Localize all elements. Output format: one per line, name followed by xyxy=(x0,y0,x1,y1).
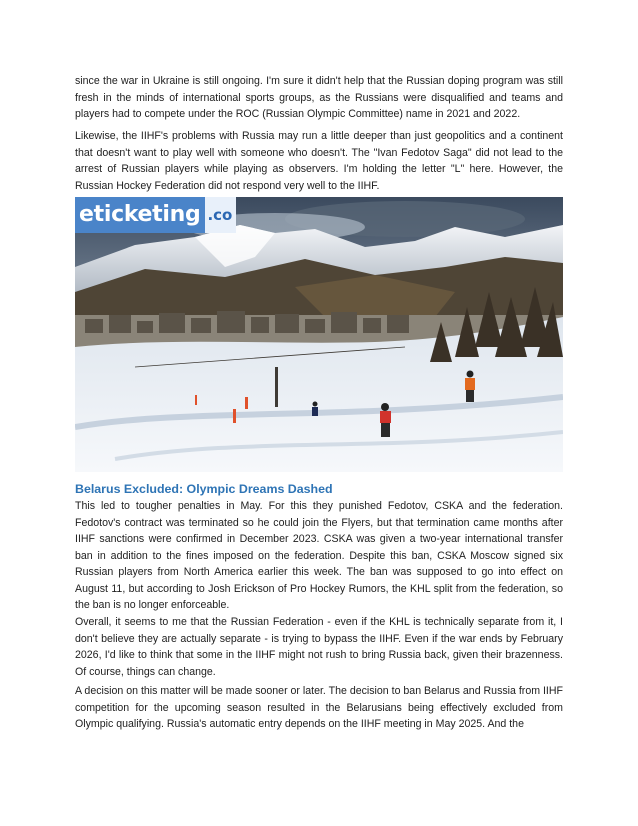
paragraph-2: Likewise, the IIHF's problems with Russia may run a little deeper than just geopolitics and a continent that doesn't want to play well with someone who doesn't. The "Ivan Fedotov Saga" did not lead to the arrest of Russian players while playing as observers. I'm holding the letter "L" here. However, the Russian Hockey Federation did not respond very well to the IIHF. xyxy=(75,130,563,192)
ski-resort-photo xyxy=(75,197,563,472)
paragraph-4: Overall, it seems to me that the Russian Federation - even if the KHL is technically separate from it, I don't believe they are actually separate - is trying to bypass the IIHF. Even if the war ends by February 2026, I'd like to think that some in the IIHF might not rush to bring Russia back, given their brazenness. Of course, things can change. xyxy=(75,616,563,678)
paragraph-3: This led to tougher penalties in May. For this they punished Fedotov, CSKA and the federation. Fedotov's contract was terminated so he could join the Flyers, but that termination came months after IIHF sanctions were confirmed in December 2023. CSKA was given a two-year international transfer ban in addition to the fines imposed on the federation. Despite this ban, CSKA Moscow signed six Russian players from North America earlier this week. The ban was supposed to go into effect on August 11, but according to Josh Erickson of Pro Hockey Rumors, the KHL split from the federation, so the ban is no longer enforceable. xyxy=(75,500,563,611)
section-heading: Belarus Excluded: Olympic Dreams Dashed xyxy=(75,482,333,496)
eticketing-logo xyxy=(75,197,236,233)
paragraph-5: A decision on this matter will be made sooner or later. The decision to ban Belarus and Russia from IIHF competition for the upcoming season resulted in the Belarusians being effectively excluded from Olympic qualifying. Russia's automatic entry depends on the IIHF meeting in May 2025. And the xyxy=(75,685,563,730)
logo-wordmark: eticketing xyxy=(75,197,205,233)
logo-domain: .co xyxy=(205,197,236,233)
paragraph-1: since the war in Ukraine is still ongoing. I'm sure it didn't help that the Russian doping program was still fresh in the minds of international sports groups, as the Russians were disqualified and teams and players had to compete under the ROC (Russian Olympic Committee) name in 2021 and 2022. xyxy=(75,75,563,120)
